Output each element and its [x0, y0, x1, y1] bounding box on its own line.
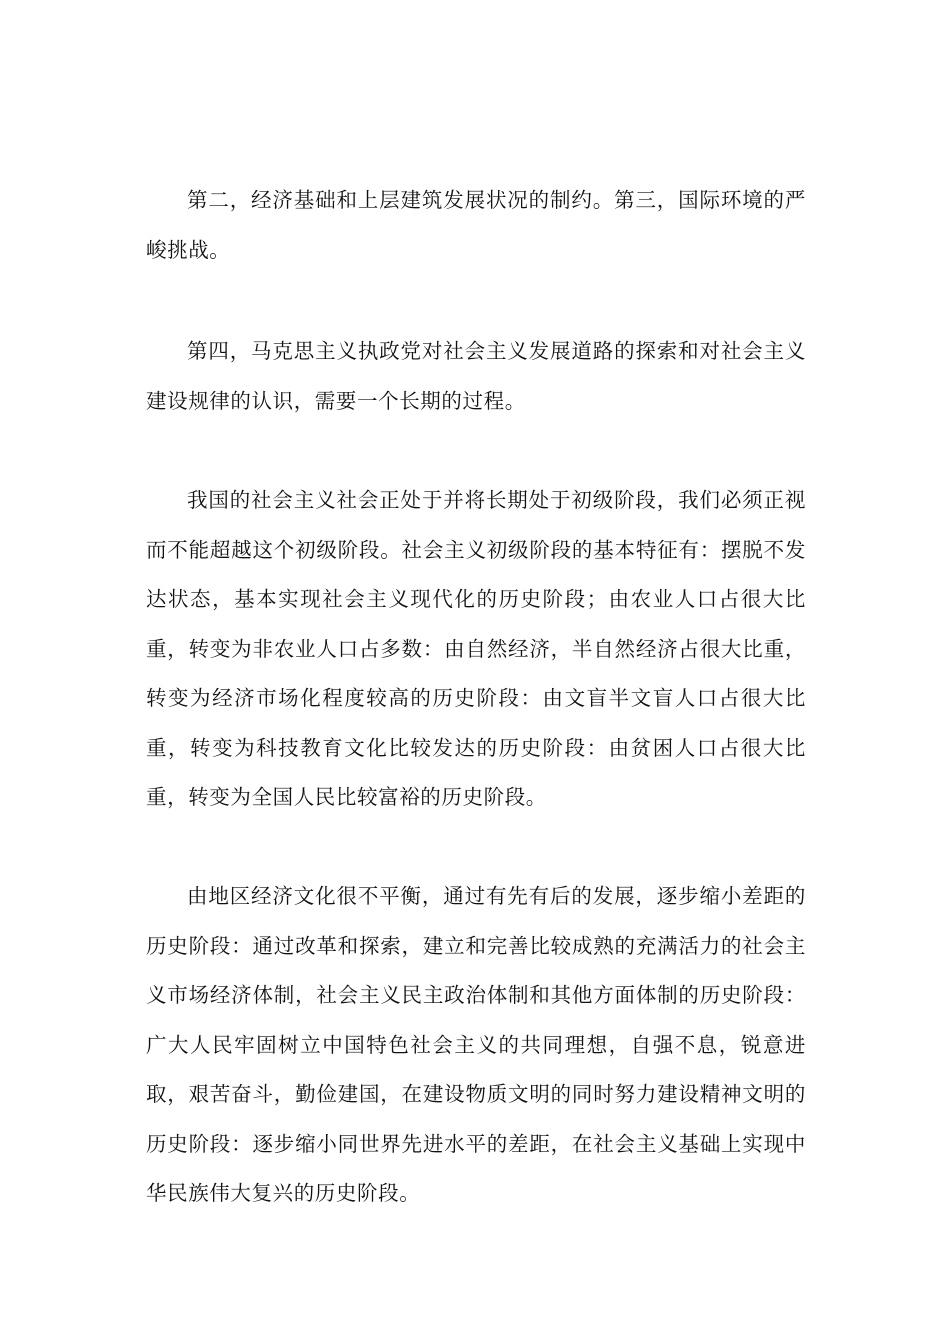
paragraph-4: 由地区经济文化很不平衡，通过有先有后的发展，逐步缩小差距的历史阶段：通过改革和探索，建立和完善比较成熟的充满活力的社会主义市场经济体制，社会主义民主政治体制和其他方面体制的历史阶段：广大人民牢固树立中国特色社会主义的共同理想，自强不息，锐意进取，艰苦奋斗，勤俭建国，在建设物质文明的同时努力建设精神文明的历史阶段：逐步缩小同世界先进水平的差距，在社会主义基础上实现中华民族伟大复兴的历史阶段。: [146, 884, 806, 1205]
paragraph-2: 第四，马克思主义执政党对社会主义发展道路的探索和对社会主义建设规律的认识，需要一个长期的过程。: [146, 339, 806, 413]
paragraph-1: 第二，经济基础和上层建筑发展状况的制约。第三，国际环境的严峻挑战。: [146, 188, 806, 262]
paragraph-3: 我国的社会主义社会正处于并将长期处于初级阶段，我们必须正视而不能超越这个初级阶段。社会主义初级阶段的基本特征有：摆脱不发达状态，基本实现社会主义现代化的历史阶段；由农业人口占很大比重，转变为非农业人口占多数：由自然经济，半自然经济占很大比重，转变为经济市场化程度较高的历史阶段：由文盲半文盲人口占很大比重，转变为科技教育文化比较发达的历史阶段：由贫困人口占很大比重，转变为全国人民比较富裕的历史阶段。: [146, 488, 806, 809]
